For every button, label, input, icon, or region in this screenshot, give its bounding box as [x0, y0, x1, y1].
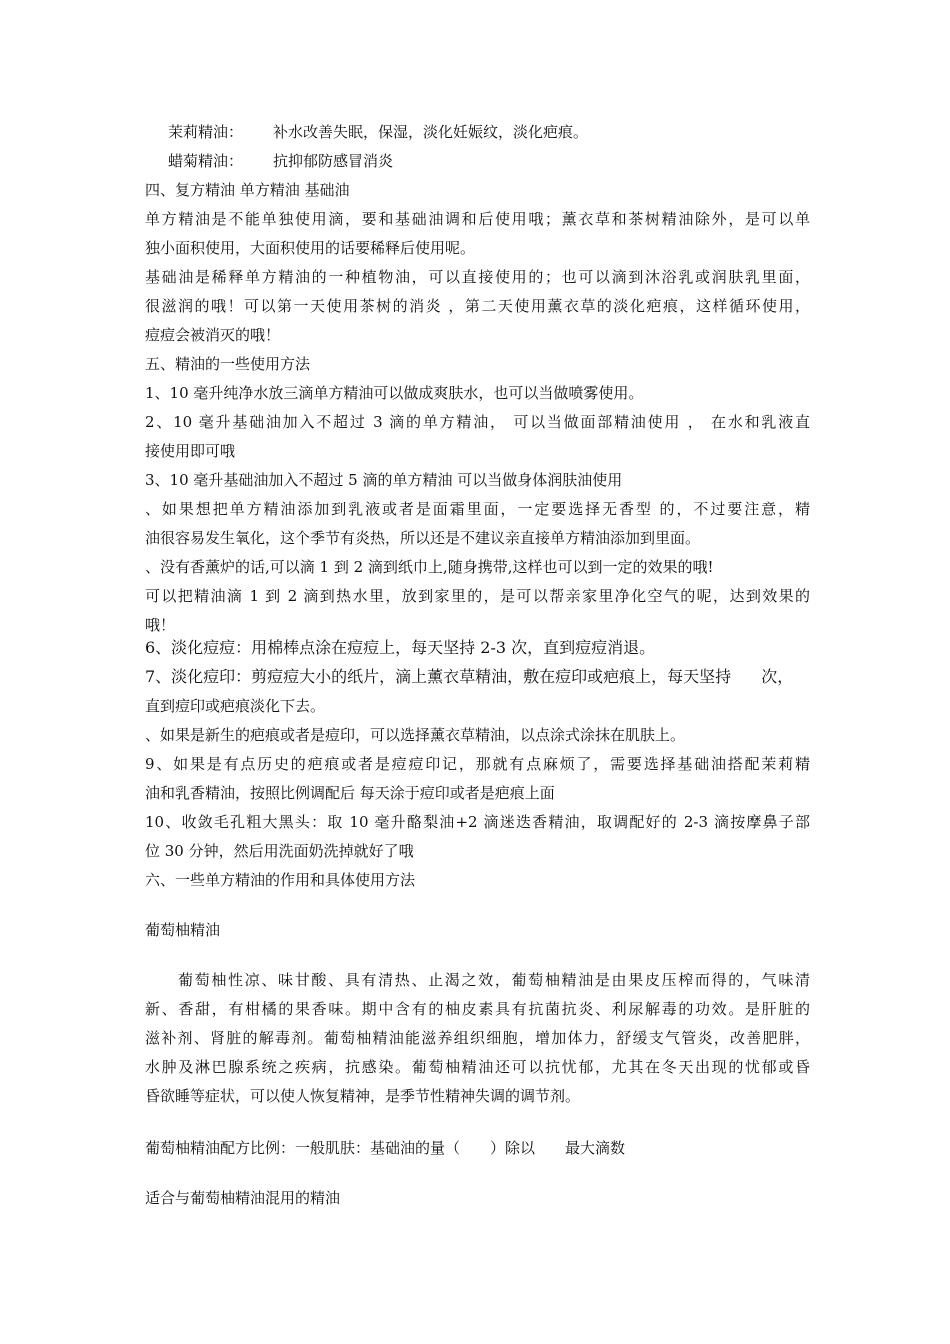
helichrysum-oil-label: 蜡菊精油： [168, 152, 244, 170]
section-heading-6: 六、一些单方精油的作用和具体使用方法 [145, 871, 416, 889]
paragraph-line: 单方精油是不能单独使用滴，要和基础油调和后使用哦；薰衣草和茶树精油除外，是可以单 [145, 210, 810, 228]
helichrysum-oil-line [168, 151, 833, 171]
list-item: 位 30 分钟，然后用洗面奶洗掉就好了哦 [145, 842, 414, 860]
list-item: 接使用即可哦 [145, 442, 236, 460]
paragraph-line: 独小面积使用，大面积使用的话要稀释后使用呢。 [145, 239, 476, 257]
list-item: 直到痘印或疤痕淡化下去。 [145, 697, 326, 715]
grapefruit-paragraph-line: 滋补剂、肾脏的解毒剂。葡萄柚精油能滋养组织细胞，增加体力，舒缓支气管炎，改善肥胖， [145, 1029, 810, 1047]
list-item: 9、如果是有点历史的疤痕或者是痘痘印记，那就有点麻烦了，需要选择基础油搭配茉莉精 [145, 755, 810, 773]
list-item: 10、收敛毛孔粗大黑头：取 10 毫升酪梨油+2 滴迷迭香精油，取调配好的 2-3 滴按摩鼻子部 [145, 813, 810, 831]
jasmine-oil-effect: 补水改善失眠，保湿，淡化妊娠纹，淡化疤痕。 [273, 123, 589, 141]
list-item: 油和乳香精油，按照比例调配后 每天涂于痘印或者是疤痕上面 [145, 784, 555, 802]
section-heading-5: 五、精油的一些使用方法 [145, 355, 311, 373]
paragraph-line: 痘痘会被消灭的哦！ [145, 326, 281, 344]
list-item-7-text: 7、淡化痘印：剪痘痘大小的纸片，滴上薰衣草精油，敷在痘印或疤痕上，每天坚持 [145, 667, 732, 686]
list-item: 1、10 毫升纯净水放三滴单方精油可以做成爽肤水，也可以当做喷雾使用。 [145, 384, 644, 402]
helichrysum-oil-effect: 抗抑郁防感冒消炎 [273, 152, 394, 170]
list-item: 、如果想把单方精油添加到乳液或者是面霜里面，一定要选择无香型 的，不过要注意，精 [145, 500, 810, 518]
list-item: 、没有香薰炉的话,可以滴 1 到 2 滴到纸巾上,随身携带,这样也可以到一定的效果的哦! [145, 558, 714, 576]
list-item-7-tail: 次， [761, 667, 794, 686]
grapefruit-oil-heading: 葡萄柚精油 [145, 921, 221, 939]
list-item: 3、10 毫升基础油加入不超过 5 滴的单方精油 可以当做身体润肤油使用 [145, 471, 623, 489]
blend-oils-heading: 适合与葡萄柚精油混用的精油 [145, 1189, 341, 1207]
list-item: 可以把精油滴 1 到 2 滴到热水里，放到家里的，是可以帮亲家里净化空气的呢，达到效果的 [145, 587, 810, 605]
list-item: 油很容易发生氧化，这个季节有炎热，所以还是不建议亲直接单方精油添加到里面。 [145, 529, 701, 547]
grapefruit-paragraph-line: 昏欲睡等症状，可以使人恢复精神，是季节性精神失调的调节剂。 [145, 1087, 581, 1105]
grapefruit-paragraph-line: 新、香甜，有柑橘的果香味。期中含有的柚皮素具有抗菌抗炎、利尿解毒的功效。是肝脏的 [145, 1000, 810, 1018]
paragraph-line: 很滋润的哦！可以第一天使用茶树的消炎 ，第二天使用薰衣草的淡化疤痕，这样循环使用， [145, 297, 810, 315]
list-item: 哦！ [145, 616, 176, 634]
grapefruit-paragraph-line: 葡萄柚性凉、味甘酸、具有清热、止渴之效，葡萄柚精油是由果皮压榨而得的，气味清 [178, 971, 810, 989]
list-item: 6、淡化痘痘：用棉棒点涂在痘痘上，每天坚持 2-3 次，直到痘痘消退。 [145, 638, 656, 657]
formula-text: 葡萄柚精油配方比例：一般肌肤：基础油的量（ [145, 1139, 461, 1157]
grapefruit-formula-line [145, 1138, 810, 1158]
section-heading-4: 四、复方精油 单方精油 基础油 [145, 181, 350, 199]
list-item: 、如果是新生的疤痕或者是痘印，可以选择薰衣草精油，以点涂式涂抹在肌肤上。 [145, 726, 686, 744]
jasmine-oil-line [168, 122, 833, 142]
jasmine-oil-label: 茉莉精油： [168, 123, 244, 141]
formula-max-drops: 最大滴数 [565, 1139, 626, 1157]
grapefruit-paragraph-line: 水肿及淋巴腺系统之疾病，抗感染。葡萄柚精油还可以抗忧郁，尤其在冬天出现的忧郁或昏 [145, 1058, 810, 1076]
formula-divide: ）除以 [490, 1139, 536, 1157]
paragraph-line: 基础油是稀释单方精油的一种植物油，可以直接使用的；也可以滴到沐浴乳或润肤乳里面， [145, 268, 810, 286]
list-item: 2、10 毫升基础油加入不超过 3 滴的单方精油， 可以当做面部精油使用 ， 在水和乳液直 [145, 413, 810, 431]
list-item-7 [145, 666, 810, 688]
